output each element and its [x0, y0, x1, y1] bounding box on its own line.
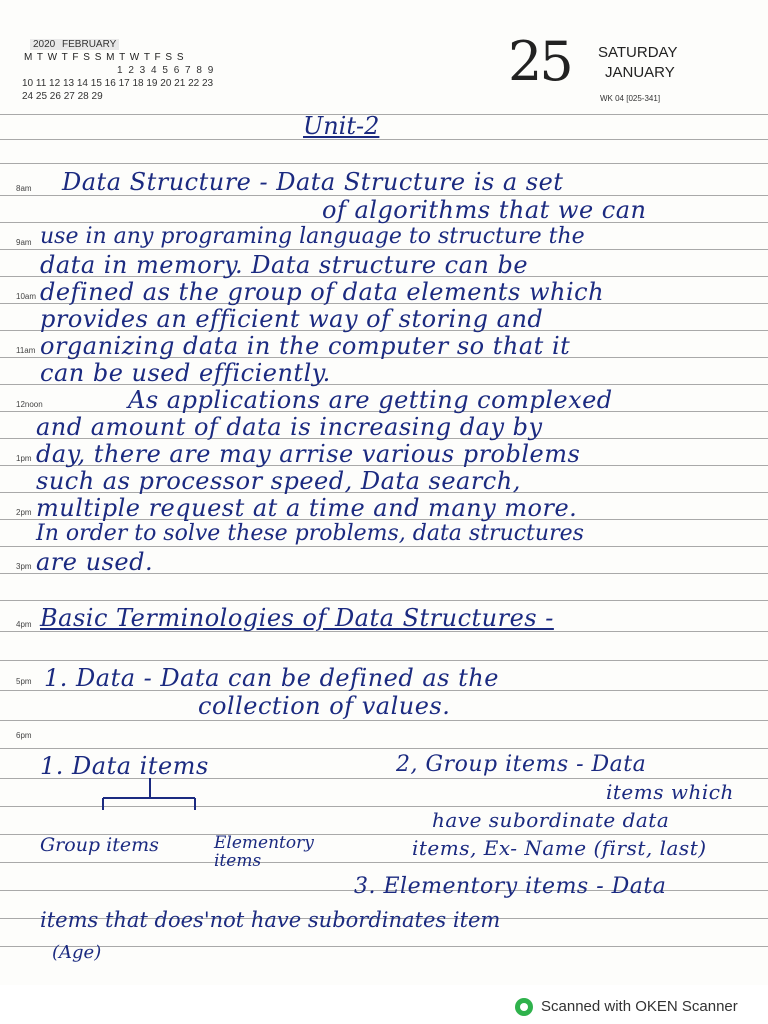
note-line: such as processor speed, Data search, [36, 467, 521, 495]
note-line: organizing data in the computer so that it [40, 332, 571, 360]
calendar-weekdays: M T W T F S S M T W T F S S [24, 52, 184, 63]
note-line: use in any programing language to structure the [40, 224, 585, 249]
elementary-items-label: Elementory items [214, 833, 314, 871]
time-4pm: 4pm [16, 620, 32, 629]
calendar-row-1: 1 2 3 4 5 6 7 8 9 [117, 65, 214, 76]
note-line: provides an efficient way of storing and [40, 305, 544, 333]
note-line: multiple request at a time and many more. [36, 494, 578, 522]
date-day-number: 25 [508, 30, 571, 93]
calendar-month: FEBRUARY [62, 39, 117, 50]
point-2-line-4: items, Ex- Name (first, last) [412, 836, 707, 860]
time-12noon: 12noon [16, 400, 43, 409]
section-heading: Basic Terminologies of Data Structures - [40, 604, 554, 632]
time-9am: 9am [16, 238, 32, 247]
point-2-line-1: 2, Group items - Data [396, 752, 647, 777]
time-2pm: 2pm [16, 508, 32, 517]
time-11am: 11am [16, 346, 36, 355]
note-line: and amount of data is increasing day by [36, 413, 543, 441]
note-line: In order to solve these problems, data structures [36, 521, 584, 546]
data-items-tree [95, 776, 205, 816]
date-month: JANUARY [605, 64, 675, 81]
point-3-line-3: (Age) [52, 942, 102, 963]
point-1-line-2: collection of values. [198, 692, 451, 720]
time-10am: 10am [16, 292, 37, 301]
time-5pm: 5pm [16, 677, 32, 686]
data-items-label: 1. Data items [40, 752, 209, 780]
note-title: Unit-2 [303, 112, 380, 140]
note-line: are used. [36, 548, 154, 576]
calendar-year: 2020 [33, 39, 56, 50]
time-8am: 8am [16, 184, 32, 193]
note-line: day, there are may arrise various problems [36, 440, 581, 468]
note-line: defined as the group of data elements which [40, 278, 605, 306]
week-number: WK 04 [025-341] [600, 94, 661, 103]
note-line: data in memory. Data structure can be [40, 251, 529, 279]
time-3pm: 3pm [16, 562, 32, 571]
point-3-line-2: items that does'not have subordinates item [40, 908, 501, 932]
point-3-line-1: 3. Elementory items - Data [354, 874, 667, 899]
note-line: can be used efficiently. [40, 359, 331, 387]
group-items-label: Group items [40, 834, 159, 856]
scanner-logo-icon [515, 998, 533, 1016]
calendar-row-3: 24 25 26 27 28 29 [22, 91, 103, 102]
point-1-line-1: 1. Data - Data can be defined as the [44, 664, 499, 692]
mini-calendar [30, 34, 119, 52]
calendar-row-2: 10 11 12 13 14 15 16 17 18 19 20 21 22 23 [22, 78, 214, 89]
scanner-footer [0, 985, 768, 1024]
point-2-line-2: items which [606, 780, 734, 804]
time-1pm: 1pm [16, 454, 32, 463]
time-6pm: 6pm [16, 731, 32, 740]
note-line: As applications are getting complexed [128, 386, 613, 414]
note-line: of algorithms that we can [322, 196, 647, 224]
point-2-line-3: have subordinate data [432, 808, 670, 832]
scanner-text: Scanned with OKEN Scanner [541, 998, 738, 1015]
note-line: Data Structure - Data Structure is a set [62, 168, 564, 196]
date-weekday: SATURDAY [598, 44, 678, 61]
